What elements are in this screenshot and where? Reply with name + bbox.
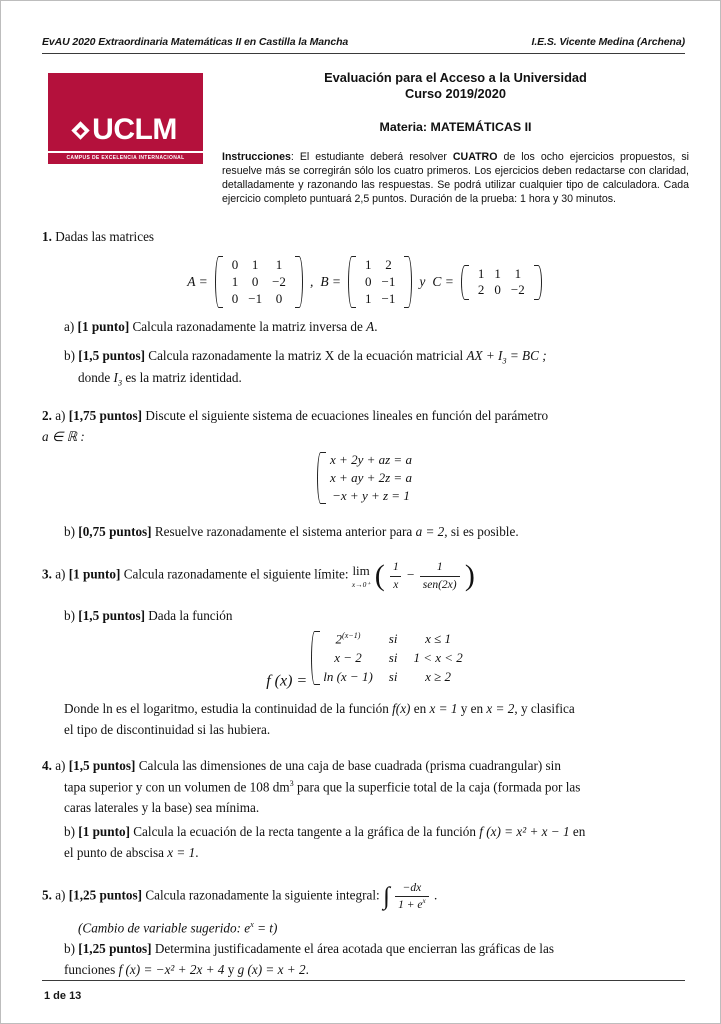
exercise-2a-marker: a) <box>55 408 66 424</box>
paren-left <box>215 256 223 308</box>
diamond-icon <box>71 121 89 139</box>
exercise-3a-marker: a) <box>55 567 66 583</box>
piece-condition: x ≤ 1 <box>425 631 452 647</box>
tail-mid: en <box>410 701 430 717</box>
footer-divider <box>42 980 685 981</box>
paren-right <box>534 265 542 300</box>
denominator: sen(2x) <box>420 576 460 593</box>
point-x1: x = 1 <box>429 701 458 717</box>
piece-si: si <box>388 669 398 685</box>
matrix-a-label: A = <box>187 274 208 290</box>
numerator: −dx <box>402 882 422 895</box>
exam-title-line2: Curso 2019/2020 <box>404 85 507 101</box>
fraction-1 <box>390 559 402 592</box>
cell: −2 <box>272 274 286 290</box>
exercise-2a-parameter: a ∈ ℝ : <box>42 428 85 444</box>
running-header <box>42 36 685 48</box>
exercise-5a <box>42 880 687 913</box>
matrix-b-grid <box>356 256 404 308</box>
exercise-1-stem <box>42 228 687 246</box>
denominator: x <box>390 576 401 593</box>
exercise-1b <box>64 347 687 367</box>
cell: 1 <box>365 257 372 273</box>
logo-caption-bar <box>48 153 203 164</box>
piecewise-label: f (x) = <box>266 672 308 690</box>
denominator: $1 + e^x$ <box>395 896 429 913</box>
subject-title: Materia: MATEMÁTICAS II <box>379 119 532 134</box>
piece-expression: $2^{(x-1)}$ <box>335 631 361 647</box>
limit-op-text: lim <box>352 562 370 578</box>
tail-end: , y clasifica <box>514 701 575 717</box>
paren-right: ) <box>464 559 475 593</box>
exercise-3b-marker: b) <box>64 607 75 623</box>
exercise-5a-points: [1,25 puntos] <box>68 887 143 903</box>
system-equations <box>330 452 412 504</box>
cell: −1 <box>381 290 396 306</box>
exercise-1b-marker: b) <box>64 347 75 363</box>
exercise-2a-param <box>42 428 687 446</box>
exercise-1a-text: Calcula razonadamente la matriz inversa de <box>132 319 367 335</box>
exercise-2b-points: [0,75 puntos] <box>78 524 152 539</box>
exercise-4a-line2 <box>64 778 687 797</box>
matrix-c-grid <box>469 265 534 300</box>
instructions-emphasis: CUATRO <box>452 150 498 163</box>
exercise-2a <box>42 407 687 425</box>
exam-title <box>222 70 689 102</box>
paren-right <box>295 256 303 308</box>
piece-condition: x ≥ 2 <box>425 669 452 685</box>
logo-block <box>48 73 203 151</box>
paren-left: ( <box>374 559 385 593</box>
paren-right <box>404 256 412 308</box>
exercise-2a-text: Discute el siguiente sistema de ecuaciones lineales en función del parámetro <box>145 408 549 424</box>
brace-icon <box>311 631 320 685</box>
exam-title-line1: Evaluación para el Acceso a la Universidad <box>324 70 587 85</box>
cell: 1 <box>231 274 239 290</box>
instructions-paragraph <box>222 151 689 207</box>
piece-expression: ln (x − 1) <box>323 669 373 685</box>
exercise-3a <box>42 559 687 592</box>
matrix-b-label: B = <box>320 274 342 290</box>
instructions-part1: : El estudiante deberá resolver <box>290 150 453 163</box>
volume-exponent: 3 <box>289 778 294 788</box>
exercise-3-tail-line1 <box>64 700 687 718</box>
exercise-5b-line1 <box>64 940 687 958</box>
exercise-3-number: 3. <box>42 567 52 583</box>
limit-operator <box>352 562 371 591</box>
limit-subscript: x→0⁺ <box>351 579 371 589</box>
exercise-1a <box>64 318 687 336</box>
exercise-5-number: 5. <box>42 887 52 903</box>
equation: x + ay + 2z = a <box>330 470 412 485</box>
exercise-1-stem-text: Dadas las matrices <box>55 229 155 244</box>
exercise-4a-points: [1,5 puntos] <box>68 758 136 774</box>
function-fx: f(x) <box>392 701 411 717</box>
exercise-2-system <box>42 452 687 509</box>
exercise-1a-marker: a) <box>64 319 75 335</box>
exercise-3a-limit <box>351 559 475 593</box>
brace-icon <box>317 452 326 504</box>
cell: 0 <box>275 290 283 306</box>
exercise-2b-text-post: , si es posible. <box>444 524 519 539</box>
logo-caption-text: CAMPUS DE EXCELENCIA INTERNACIONAL <box>66 155 185 161</box>
instructions-part2: de los ocho ejercicios propuestos, si resuelve más se corregirán sólo los cuatro primeros. Los ejercicios deben redactarse con claridad, detalladamente y razonando las respuestas. Se podrá utilizar cualquier tipo de calculadora. Cada ejercicio completo puntuará 2,5 puntos. Duración de la prueba: 1 hora y 30 minutos. <box>222 150 690 205</box>
exercise-1b-points: [1,5 puntos] <box>78 347 145 363</box>
exercise-1b-line2-post: es la matriz identidad. <box>122 369 242 385</box>
exercise-4a-text2-pre: tapa superior y con un volumen de 108 dm <box>64 779 290 795</box>
exercise-5a-marker: a) <box>55 887 66 903</box>
point-x2: x = 2 <box>486 701 515 717</box>
uclm-logo <box>48 73 203 164</box>
exercise-5b-end: . <box>305 961 309 977</box>
exercise-2a-points: [1,75 puntos] <box>68 408 143 424</box>
exercise-5b-points: [1,25 puntos] <box>78 941 152 957</box>
exercise-3b <box>64 607 687 625</box>
piece-si: si <box>388 650 398 666</box>
piece-expression: x − 2 <box>334 650 362 666</box>
cell: 1 <box>494 265 501 281</box>
exercise-4b-marker: b) <box>64 824 75 840</box>
numerator: 1 <box>392 561 399 574</box>
exercise-3a-text: Calcula razonadamente el siguiente límite: <box>123 567 349 583</box>
exercise-5a-integral <box>382 882 434 912</box>
exercise-3-tail-line2: el tipo de discontinuidad si las hubiera. <box>64 721 271 737</box>
matrix-c-label: C = <box>432 274 454 290</box>
exercise-5b-marker: b) <box>64 941 75 957</box>
cell: 1 <box>365 290 372 306</box>
exercise-5a-hint <box>78 919 687 938</box>
equation: x + 2y + az = a <box>330 452 412 467</box>
fraction-2 <box>420 559 460 592</box>
cell: 1 <box>477 265 485 281</box>
matrix-a-grid <box>223 256 295 308</box>
cell: 0 <box>231 290 239 306</box>
integrand-fraction <box>395 880 429 913</box>
exercise-3b-text: Dada la función <box>148 607 233 623</box>
numerator: 1 <box>436 561 443 574</box>
exercise-4b-line2-post: . <box>195 844 199 860</box>
cell: 2 <box>385 257 392 273</box>
cell: 0 <box>251 274 259 290</box>
exercise-2b-marker: b) <box>64 524 75 539</box>
exercise-4a-line1 <box>42 757 687 775</box>
cell: 1 <box>251 257 259 273</box>
abscissa-value: x = 1 <box>167 844 196 860</box>
exercise-1-number: 1. <box>42 229 52 244</box>
exercise-5a-text: Calcula razonadamente la siguiente integral: <box>145 887 380 903</box>
integral-icon: ∫ <box>382 883 390 911</box>
cell: 2 <box>477 282 485 298</box>
identity-matrix-symbol: $I_3$ <box>113 369 123 388</box>
instructions-label: Instrucciones <box>222 150 291 163</box>
cell: 0 <box>365 274 372 290</box>
exercise-2b-text-pre: Resuelve razonadamente el sistema anterior para <box>154 524 416 539</box>
page-number: 1 de 13 <box>44 990 82 1002</box>
exercise-1b-text: Calcula razonadamente la matriz X de la ecuación matricial <box>148 347 467 363</box>
piecewise-rows <box>323 631 463 685</box>
exercise-1b-equation: AX + $I_3$ = BC ; <box>466 347 547 366</box>
matrix-c <box>461 265 542 300</box>
cell: −1 <box>248 290 263 306</box>
exercise-2b <box>64 523 687 541</box>
exercise-3b-points: [1,5 puntos] <box>78 607 145 623</box>
header-left-text: EvAU 2020 Extraordinaria Matemáticas II en Castilla la Mancha <box>42 36 349 48</box>
exam-body <box>42 228 687 981</box>
exercise-5b-line2 <box>64 961 687 979</box>
exercise-1a-end: . <box>374 319 378 335</box>
paren-left <box>461 265 469 300</box>
logo-mark <box>74 115 177 145</box>
exercise-5b-conjunction: y <box>224 961 238 977</box>
matrix-b <box>348 256 412 308</box>
exercise-3a-points: [1 punto] <box>68 567 121 583</box>
exercise-4b-text-post: en <box>569 824 586 840</box>
exercise-1b-line2-pre: donde <box>78 369 114 385</box>
title-block <box>222 70 689 207</box>
exercise-5a-end: . <box>433 887 438 903</box>
exercise-1b-line2 <box>78 369 687 389</box>
exercise-5b-line2-pre: funciones <box>64 961 119 977</box>
cell: −2 <box>510 282 525 298</box>
exercise-2-number: 2. <box>42 408 52 424</box>
cell: 0 <box>494 282 501 298</box>
equation: −x + y + z = 1 <box>332 488 410 503</box>
function-g: g (x) = x + 2 <box>237 961 306 977</box>
exercise-4b-text-pre: Calcula la ecuación de la recta tangente a la gráfica de la función <box>133 824 480 840</box>
matrix-a <box>215 256 303 308</box>
exercise-4a-line3: caras laterales y la base) sea mínima. <box>64 799 260 815</box>
exercise-4a-text1: Calcula las dimensiones de una caja de base cuadrada (prisma cuadrangular) sin <box>138 758 561 774</box>
exercise-4b-line2 <box>64 844 687 862</box>
hint-exponent: x <box>250 920 254 930</box>
tail-mid2: y en <box>457 701 487 717</box>
logo-wordmark: UCLM <box>92 113 177 146</box>
paren-left <box>348 256 356 308</box>
exercise-1a-points: [1 punto] <box>77 319 130 335</box>
function-f: f (x) = −x² + 2x + 4 <box>118 961 225 977</box>
exercise-4b-function: f (x) = x² + x − 1 <box>479 824 570 840</box>
header-divider <box>42 53 685 54</box>
cell: −1 <box>381 274 396 290</box>
piecewise-group <box>311 631 463 685</box>
header-right-text: I.E.S. Vicente Medina (Archena) <box>531 36 685 48</box>
exercise-4b-line1 <box>64 823 687 841</box>
cell: 0 <box>231 257 239 273</box>
cell: 1 <box>514 265 522 281</box>
exercise-1a-math: A <box>366 319 375 335</box>
piece-si: si <box>388 631 398 647</box>
tail-pre: Donde ln es el logaritmo, estudia la continuidad de la función <box>64 701 393 717</box>
system-brace-group <box>317 452 412 504</box>
exercise-1-matrices <box>42 256 687 308</box>
hint-end: = t) <box>253 920 278 936</box>
matrix-conjunction: y <box>419 274 426 290</box>
exercise-4a-text2-post: para que la superficie total de la caja (formada por las <box>293 779 581 795</box>
exercise-4-number: 4. <box>42 758 52 774</box>
exercise-2b-math: a = 2 <box>415 524 445 539</box>
exercise-4b-line2-pre: el punto de abscisa <box>64 844 168 860</box>
piece-condition: 1 < x < 2 <box>413 650 463 666</box>
minus-sign: − <box>407 567 415 583</box>
exercise-4b-points: [1 punto] <box>78 824 130 840</box>
matrix-separator: , <box>309 274 314 290</box>
exercise-3-piecewise <box>42 631 687 690</box>
exercise-4a-marker: a) <box>55 758 66 774</box>
exercise-5b-text: Determina justificadamente el área acotada que encierran las gráficas de las <box>154 941 554 957</box>
hint-text: (Cambio de variable sugerido: e <box>78 920 251 936</box>
cell: 1 <box>275 257 283 273</box>
